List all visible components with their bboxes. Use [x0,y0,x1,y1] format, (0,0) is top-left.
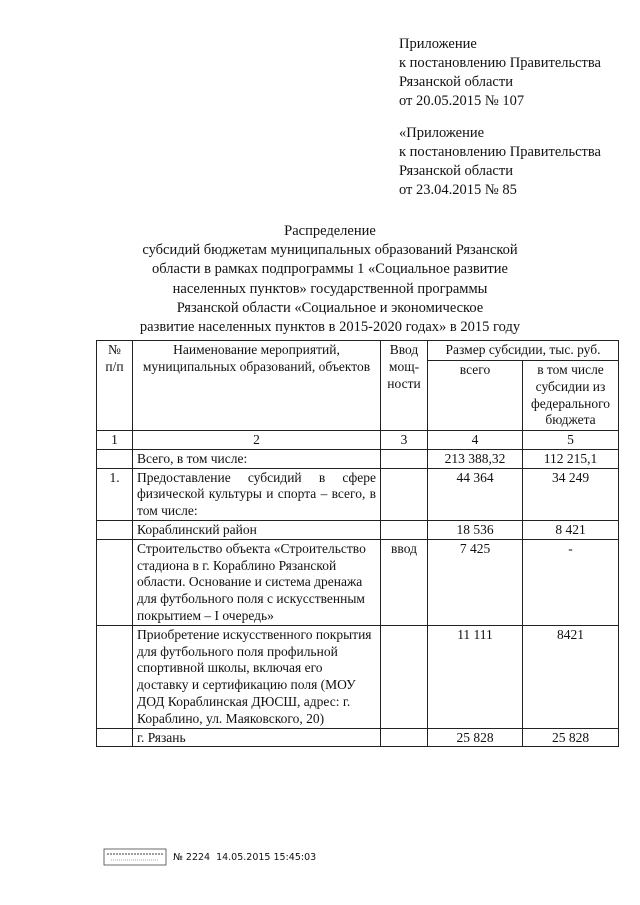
row-capacity [381,520,428,539]
row-federal: 8 421 [523,520,619,539]
registration-footer [103,847,316,867]
header-name: Наименование мероприятий, муниципальных образований, объектов [133,341,381,431]
header-row [97,341,619,361]
appendix-current [399,35,634,111]
title-line: Распределение [284,223,376,239]
appendix-line: к постановлению Правительства [399,55,601,71]
row-num [97,539,133,625]
row-num [97,625,133,728]
row-name: г. Рязань [133,728,381,747]
col-number: 5 [523,431,619,450]
row-federal: 25 828 [523,728,619,747]
row-federal: 112 215,1 [523,449,619,468]
title-line: субсидий бюджетам муниципальных образований Рязанской [142,242,518,259]
table-row [97,539,619,625]
row-name: Приобретение искусственного покрытия для футбольного поля профильной спортивной школы, включая его доставку и сертификацию поля (МОУ ДОД Кораблинская ДЮСШ, адрес: г. Кораблино, ул. Маяковского, 20) [133,625,381,728]
appendix-line: «Приложение [399,125,485,141]
table-row [97,449,619,468]
row-total: 18 536 [428,520,523,539]
col-number: 3 [381,431,428,450]
appendix-line: к постановлению Правительства [399,144,601,160]
row-capacity [381,625,428,728]
col-number: 4 [428,431,523,450]
header-capacity: Ввод мощ-ности [381,341,428,431]
row-name: Всего, в том числе: [133,449,381,468]
table-row [97,728,619,747]
header-num: № п/п [97,341,133,431]
appendix-line: Рязанской области [399,74,513,90]
government-stamp-icon [103,848,167,866]
table-row [97,468,619,520]
row-total: 25 828 [428,728,523,747]
appendix-line: Приложение [399,36,477,52]
doc-number: № 2224 [173,851,211,863]
row-total: 213 388,32 [428,449,523,468]
appendix-line: Рязанской области [399,163,513,179]
appendix-line: от 23.04.2015 № 85 [399,182,517,198]
appendix-original [399,124,634,200]
appendix-line: от 20.05.2015 № 107 [399,93,525,109]
title-line: Рязанской области «Социальное и экономическое [176,299,484,316]
document-title [100,222,560,337]
row-federal: - [523,539,619,625]
row-total: 44 364 [428,468,523,520]
row-num [97,449,133,468]
header-subsidy: Размер субсидии, тыс. руб. [428,341,619,361]
row-capacity [381,728,428,747]
header-total: всего [428,361,523,431]
title-line: развитие населенных пунктов в 2015-2020 годах» в 2015 году [139,319,521,336]
doc-timestamp: 14.05.2015 15:45:03 [216,851,317,863]
col-number: 2 [133,431,381,450]
row-federal: 8421 [523,625,619,728]
row-num [97,728,133,747]
row-num [97,520,133,539]
title-line: области в рамках подпрограммы 1 «Социальное развитие [152,261,508,278]
row-total: 7 425 [428,539,523,625]
subsidy-table [96,340,619,747]
row-capacity [381,449,428,468]
row-total: 11 111 [428,625,523,728]
header-federal: в том числе субсидии из федерального бюджета [523,361,619,431]
row-name: Строительство объекта «Строительство стадиона в г. Кораблино Рязанской области. Основание и система дренажа для футбольного поля с искусственным покрытием – I очередь» [133,539,381,625]
row-name: Кораблинский район [133,520,381,539]
table-row [97,625,619,728]
row-capacity [381,468,428,520]
column-number-row [97,431,619,450]
row-name: Предоставление субсидий в сфере физической культуры и спорта – всего, в том числе: [133,468,381,520]
row-federal: 34 249 [523,468,619,520]
col-number: 1 [97,431,133,450]
row-capacity: ввод [381,539,428,625]
title-line: населенных пунктов» государственной программы [172,280,488,297]
table-row [97,520,619,539]
row-num: 1. [97,468,133,520]
